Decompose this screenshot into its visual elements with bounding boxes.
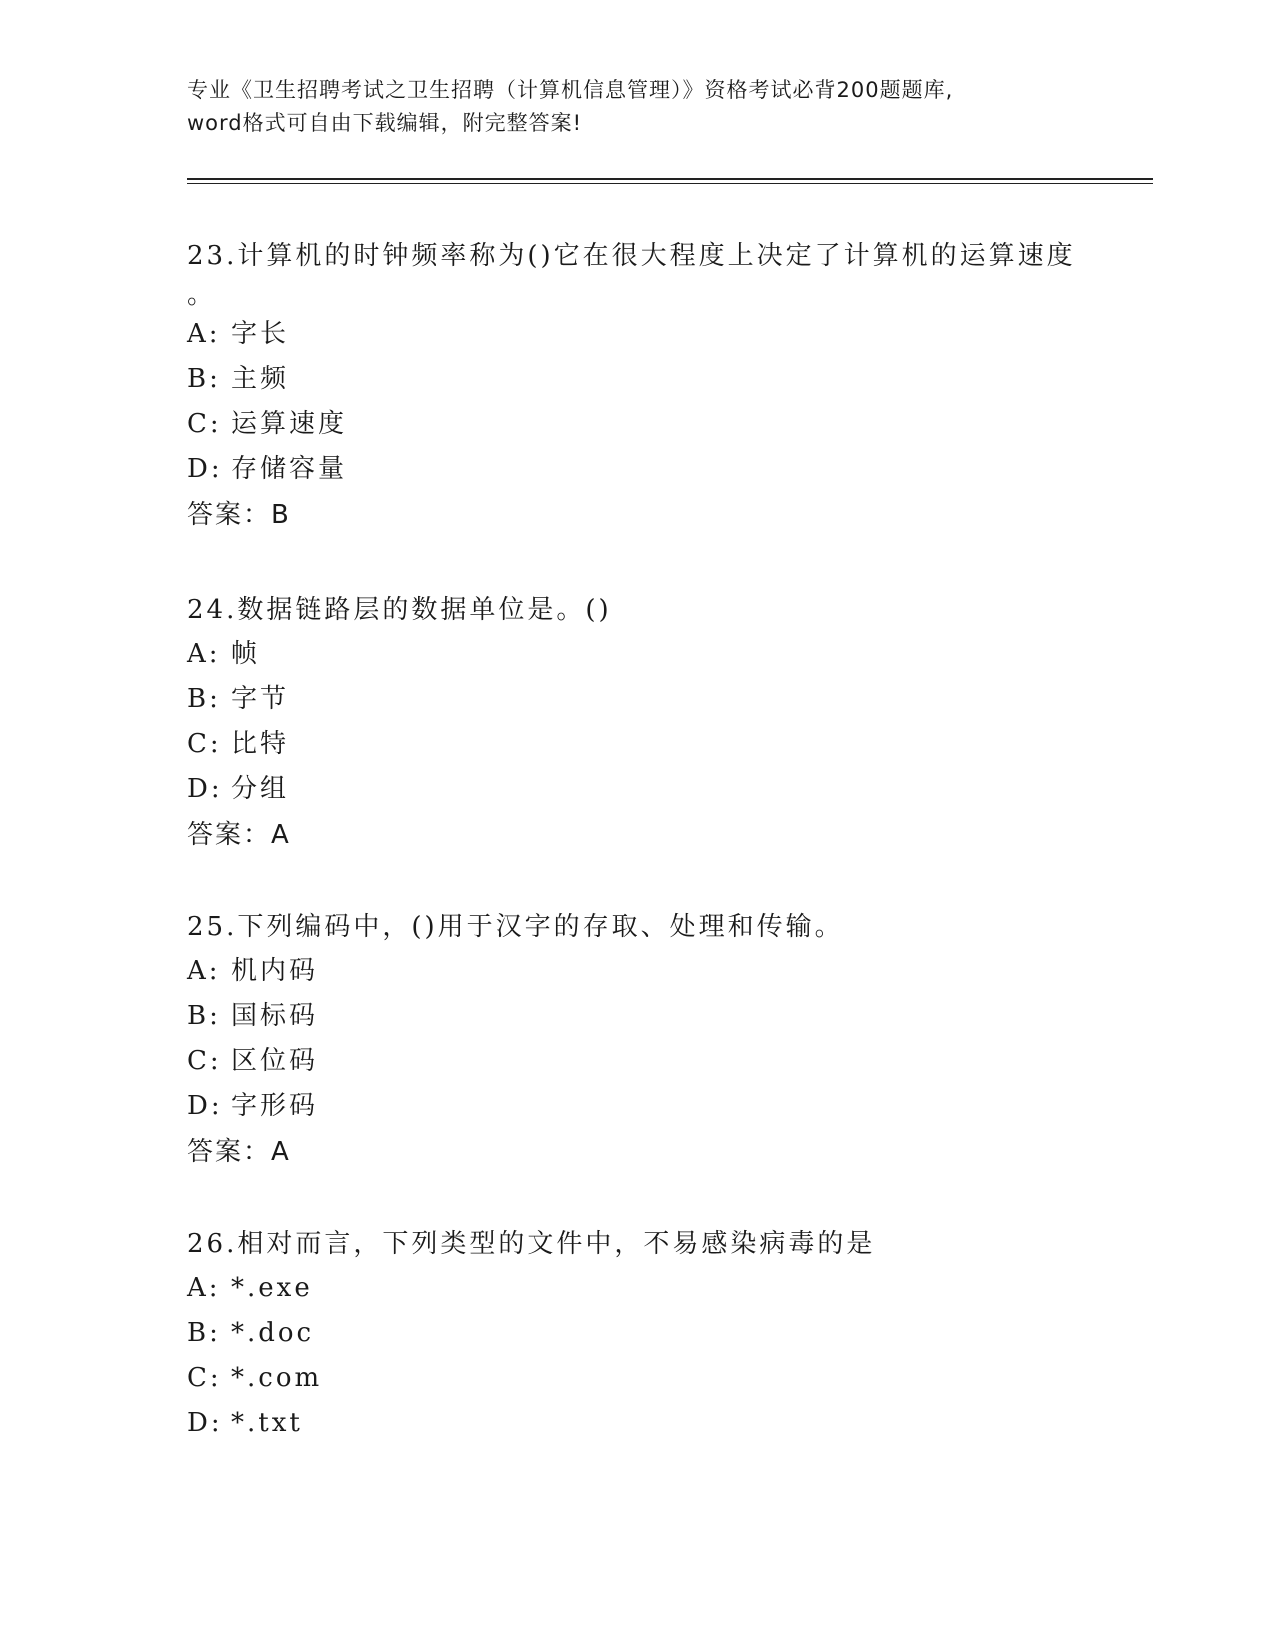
- option-letter: D:: [187, 1091, 223, 1121]
- question-stem: 26.相对而言，下列类型的文件中，不易感染病毒的是: [187, 1229, 876, 1259]
- option-b: [187, 357, 1087, 402]
- header-divider-bottom: [187, 183, 1153, 184]
- option-letter: A:: [187, 1273, 221, 1303]
- option-letter: D:: [187, 1408, 223, 1438]
- option-b: [187, 677, 1087, 722]
- option-letter: A:: [187, 319, 221, 349]
- answer-line: 答案：A: [187, 820, 291, 850]
- header-line-2: word格式可自由下载编辑，附完整答案!: [187, 111, 583, 135]
- question-26: [187, 1222, 1087, 1446]
- option-b: [187, 994, 1087, 1039]
- option-d: [187, 1401, 1087, 1446]
- question-24: [187, 588, 1087, 858]
- option-d: [187, 447, 1087, 492]
- option-c: [187, 402, 1087, 447]
- option-letter: C:: [187, 1046, 222, 1076]
- option-letter: C:: [187, 409, 222, 439]
- option-a: [187, 312, 1087, 357]
- option-c: [187, 1356, 1087, 1401]
- option-text: *.txt: [231, 1408, 303, 1438]
- option-text: 区位码: [231, 1046, 319, 1076]
- option-letter: B:: [187, 1001, 221, 1031]
- option-text: 字长: [231, 319, 290, 349]
- option-d: [187, 767, 1087, 812]
- option-c: [187, 1039, 1087, 1084]
- option-letter: C:: [187, 1363, 222, 1393]
- question-stem: 23.计算机的时钟频率称为()它在很大程度上决定了计算机的运算速度: [187, 241, 1076, 271]
- question-23: [187, 234, 1087, 538]
- option-text: *.doc: [231, 1318, 315, 1348]
- option-letter: D:: [187, 774, 223, 804]
- option-letter: B:: [187, 684, 221, 714]
- option-a: [187, 632, 1087, 677]
- option-text: *.exe: [231, 1273, 313, 1303]
- option-text: 比特: [231, 729, 290, 759]
- option-letter: D:: [187, 454, 223, 484]
- option-text: 帧: [231, 639, 261, 669]
- option-letter: C:: [187, 729, 222, 759]
- header-divider-top: [187, 178, 1153, 180]
- question-stem-continuation: 。: [187, 280, 217, 310]
- option-text: 机内码: [231, 956, 319, 986]
- option-text: 字节: [231, 684, 290, 714]
- option-a: [187, 949, 1087, 994]
- option-b: [187, 1311, 1087, 1356]
- answer-line: 答案：A: [187, 1137, 291, 1167]
- option-text: 分组: [231, 774, 290, 804]
- option-c: [187, 722, 1087, 767]
- answer-line: 答案：B: [187, 500, 291, 530]
- question-stem: 24.数据链路层的数据单位是。(): [187, 595, 612, 625]
- option-text: 字形码: [231, 1091, 319, 1121]
- option-text: 主频: [231, 364, 290, 394]
- document-header: [187, 74, 1087, 140]
- option-text: 运算速度: [231, 409, 348, 439]
- header-line-1: 专业《卫生招聘考试之卫生招聘（计算机信息管理）》资格考试必背200题题库,: [187, 78, 954, 102]
- option-text: 国标码: [231, 1001, 319, 1031]
- option-d: [187, 1084, 1087, 1129]
- option-text: *.com: [231, 1363, 323, 1393]
- option-letter: B:: [187, 1318, 221, 1348]
- question-25: [187, 905, 1087, 1175]
- option-a: [187, 1266, 1087, 1311]
- option-letter: A:: [187, 956, 221, 986]
- option-letter: A:: [187, 639, 221, 669]
- option-letter: B:: [187, 364, 221, 394]
- question-stem: 25.下列编码中，()用于汉字的存取、处理和传输。: [187, 912, 844, 942]
- option-text: 存储容量: [231, 454, 348, 484]
